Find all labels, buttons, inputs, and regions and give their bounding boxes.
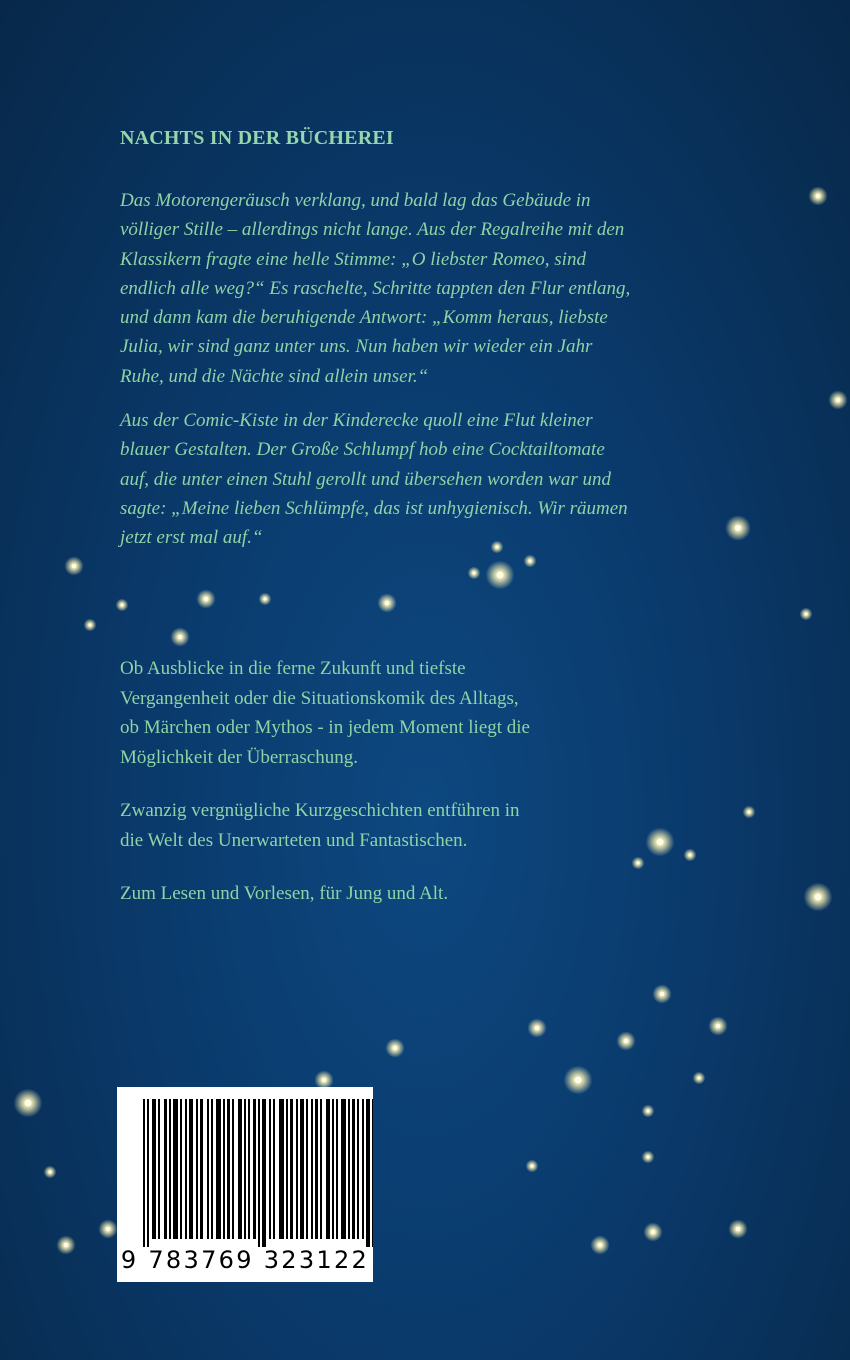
barcode-bar	[143, 1099, 145, 1247]
star	[120, 603, 123, 606]
star-glow	[385, 1038, 404, 1057]
barcode-bar	[216, 1099, 221, 1239]
star	[716, 1024, 721, 1029]
barcode-bar	[336, 1099, 338, 1239]
star-glow	[828, 390, 847, 409]
star	[574, 1076, 581, 1083]
star	[836, 398, 841, 403]
star-glow	[693, 1072, 706, 1085]
barcode-bar	[147, 1099, 149, 1247]
star	[646, 1109, 649, 1112]
barcode-bar	[180, 1099, 182, 1239]
star-glow	[725, 515, 751, 541]
star	[472, 571, 475, 574]
barcode-bar	[189, 1099, 193, 1239]
story-excerpt	[120, 186, 720, 568]
story-paragraph: Aus der Comic-Kiste in der Kinderecke quoll eine Flut kleiner blauer Gestalten. Der Große Schlumpf hob eine Cocktailtomate auf, die unter einen Stuhl gerollt und übersehen worden war und sagte: „Meine lieben Schlümpfe, das ist unhygienisch. Wir räumen jetzt erst mal auf.“	[120, 410, 628, 549]
blurb-paragraph: Ob Ausblicke in die ferne Zukunft und tiefste Vergangenheit oder die Situationskomik des Alltags, ob Märchen oder Mythos - in jedem Moment liegt die Möglichkeit der Überraschung.	[120, 658, 530, 768]
barcode-bar	[311, 1099, 313, 1239]
star-glow	[526, 1160, 539, 1173]
isbn-barcode	[117, 1087, 373, 1282]
star	[385, 601, 390, 606]
barcode-bar	[223, 1099, 225, 1239]
barcode-bar	[300, 1099, 304, 1239]
star	[816, 194, 821, 199]
blurb-paragraph: Zwanzig vergnügliche Kurzgeschichten entführen in die Welt des Unerwarteten und Fantastischen.	[120, 800, 520, 851]
barcode-bars	[117, 1087, 373, 1247]
star	[106, 1227, 111, 1232]
barcode-bar	[362, 1099, 364, 1239]
star-glow	[728, 1219, 747, 1238]
barcode-bar	[152, 1099, 156, 1239]
barcode-bar	[315, 1099, 318, 1239]
star	[624, 1039, 629, 1044]
star	[660, 992, 665, 997]
barcode-bar	[258, 1099, 260, 1247]
barcode-bar	[185, 1099, 187, 1239]
star-glow	[708, 1016, 727, 1035]
star	[814, 893, 821, 900]
star-glow	[64, 556, 83, 575]
star	[804, 612, 807, 615]
barcode-bar	[357, 1099, 359, 1239]
star-glow	[98, 1219, 117, 1238]
star	[88, 623, 91, 626]
star	[747, 810, 750, 813]
star	[646, 1155, 649, 1158]
star-glow	[116, 599, 129, 612]
star-glow	[84, 619, 97, 632]
barcode-bar	[348, 1099, 350, 1239]
barcode-bar	[196, 1099, 198, 1239]
star-glow	[652, 984, 671, 1003]
star	[263, 597, 266, 600]
book-blurb	[120, 654, 740, 933]
star-glow	[616, 1031, 635, 1050]
star-glow	[590, 1235, 609, 1254]
barcode-bar	[232, 1099, 234, 1239]
barcode-bar	[173, 1099, 178, 1239]
barcode-bar	[169, 1099, 171, 1239]
star	[496, 571, 503, 578]
star-glow	[170, 627, 189, 646]
barcode-bar	[248, 1099, 250, 1239]
barcode-bar	[332, 1099, 334, 1239]
barcode-bar	[164, 1099, 167, 1239]
star	[24, 1099, 31, 1106]
star-glow	[743, 806, 756, 819]
star-glow	[56, 1235, 75, 1254]
blurb-paragraph: Zum Lesen und Vorlesen, für Jung und Alt.	[120, 883, 449, 904]
isbn-number: 9 783769 323122	[120, 1246, 370, 1274]
star	[204, 597, 209, 602]
barcode-bar	[352, 1099, 355, 1239]
page-title: NACHTS IN DER BÜCHEREI	[120, 127, 394, 149]
star	[735, 525, 741, 531]
barcode-bar	[279, 1099, 284, 1239]
star-glow	[196, 589, 215, 608]
barcode-bar	[341, 1099, 346, 1239]
star	[535, 1026, 540, 1031]
star-glow	[643, 1222, 662, 1241]
barcode-bar	[227, 1099, 230, 1239]
star-glow	[564, 1066, 593, 1095]
star	[322, 1078, 327, 1083]
barcode-bar	[253, 1099, 256, 1239]
star	[736, 1227, 741, 1232]
star-glow	[468, 567, 481, 580]
star-glow	[377, 593, 396, 612]
barcode-bar	[306, 1099, 308, 1239]
barcode-bar	[207, 1099, 209, 1239]
star-glow	[14, 1089, 43, 1118]
star	[651, 1230, 656, 1235]
story-paragraph: Das Motorengeräusch verklang, und bald lag das Gebäude in völliger Stille – allerdings nicht lange. Aus der Regalreihe mit den Klassikern fragte eine helle Stimme: „O liebster Romeo, sind endlich alle weg?“ Es raschelte, Schritte tappten den Flur entlang, und dann kam die beruhigende Antwort: „Komm heraus, liebste Julia, wir sind ganz unter uns. Nun haben wir wieder ein Jahr Ruhe, und die Nächte sind allein unser.“	[120, 190, 631, 387]
barcode-bar	[269, 1099, 271, 1239]
star-glow	[804, 883, 833, 912]
barcode-bar	[238, 1099, 242, 1239]
star-glow	[642, 1105, 655, 1118]
star	[72, 564, 77, 569]
barcode-bar	[296, 1099, 298, 1239]
star-glow	[642, 1151, 655, 1164]
star	[598, 1243, 603, 1248]
barcode-bar	[366, 1099, 370, 1247]
barcode-bar	[158, 1099, 160, 1239]
star-glow	[800, 608, 813, 621]
star	[178, 635, 183, 640]
barcode-bar	[200, 1099, 203, 1239]
star-glow	[259, 593, 272, 606]
star-glow	[44, 1166, 57, 1179]
barcode-bar	[211, 1099, 213, 1239]
star	[48, 1170, 51, 1173]
star	[530, 1164, 533, 1167]
barcode-bar	[290, 1099, 293, 1239]
star-glow	[527, 1018, 546, 1037]
barcode-bar	[372, 1099, 373, 1247]
barcode-bar	[326, 1099, 330, 1239]
star	[697, 1076, 700, 1079]
barcode-bar	[273, 1099, 275, 1239]
barcode-bar	[262, 1099, 266, 1247]
star	[64, 1243, 69, 1248]
star	[393, 1046, 398, 1051]
barcode-bar	[320, 1099, 322, 1239]
barcode-bar	[244, 1099, 246, 1239]
star-glow	[808, 186, 827, 205]
barcode-bar	[286, 1099, 288, 1239]
